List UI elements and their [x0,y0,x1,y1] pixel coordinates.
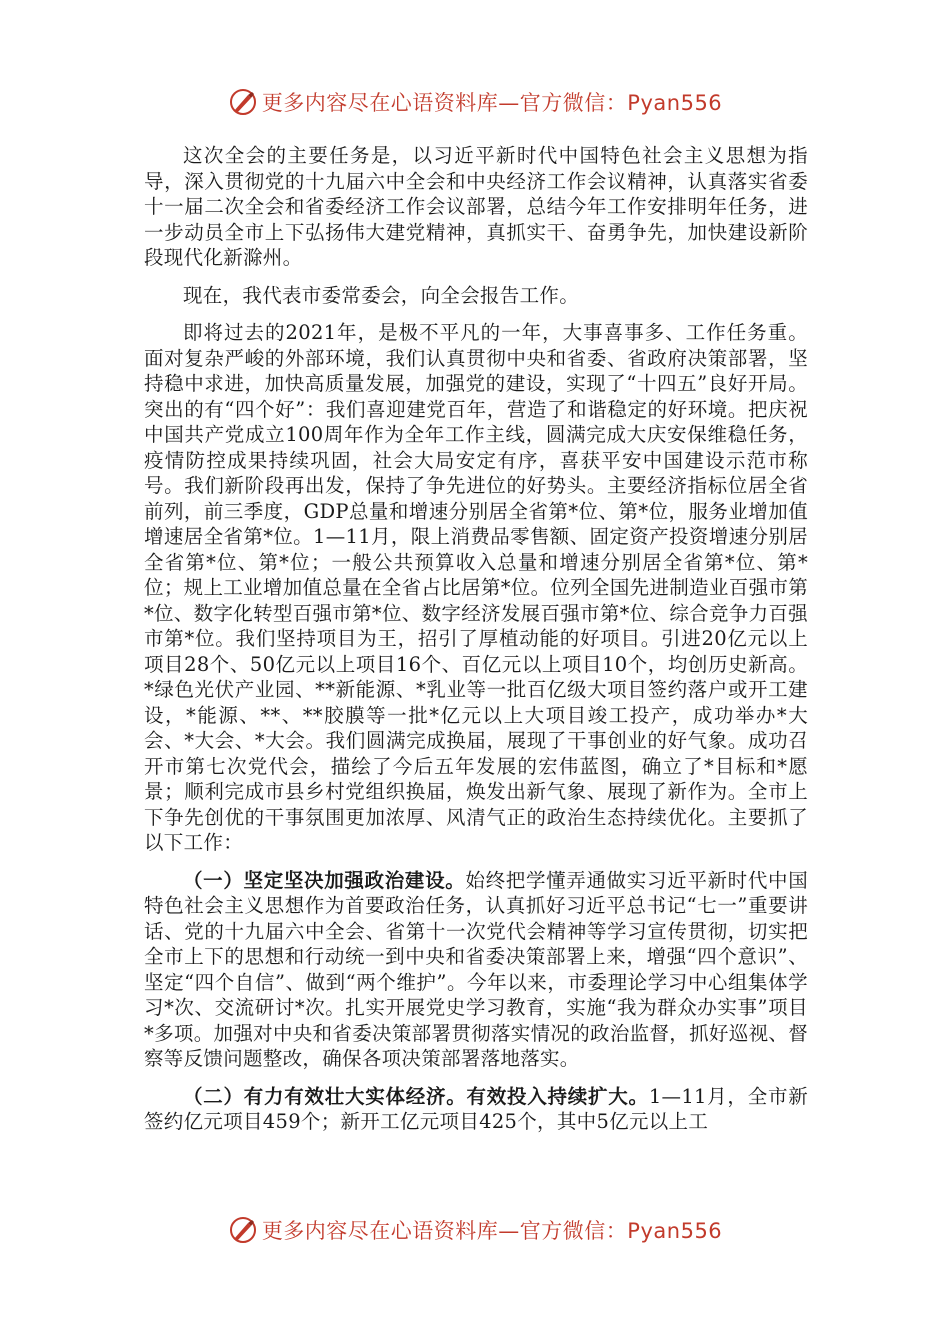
footer-banner [0,1210,950,1250]
paragraph-lead: （一）坚定坚决加强政治建设。 [183,868,466,892]
banner-text: 更多内容尽在心语资料库—官方微信：Pyan556 [261,1219,723,1243]
paragraph-text: 1—11月，全市新签约亿元项目459个；新开工亿元项目425个，其中5亿元以上工 [144,1084,808,1133]
paragraph [144,1084,808,1135]
banner-text: 更多内容尽在心语资料库—官方微信：Pyan556 [261,91,723,115]
paragraph-text: 这次全会的主要任务是，以习近平新时代中国特色社会主义思想为指导，深入贯彻党的十九届六中全会和中央经济工作会议精神，认真落实省委十一届二次全会和省委经济工作会议部署，总结今年工作安排明年任务，进一步动员全市上下弘扬伟大建党精神，真抓实干、奋勇争先，加快建设新阶段现代化新滁州。 [144,144,808,269]
logo-icon [228,87,258,117]
paragraph [144,283,808,309]
paragraph-text: 即将过去的2021年，是极不平凡的一年，大事喜事多、工作任务重。面对复杂严峻的外部环境，我们认真贯彻中央和省委、省政府决策部署，坚持稳中求进，加快高质量发展，加强党的建设，实现了“十四五”良好开局。突出的有“四个好”：我们喜迎建党百年，营造了和谐稳定的好环境。把庆祝中国共产党成立100周年作为全年工作主线，圆满完成大庆安保维稳任务，疫情防控成果持续巩固，社会大局安定有序，喜获平安中国建设示范市称号。我们新阶段再出发，保持了争先进位的好势头。主要经济指标位居全省前列，前三季度，GDP总量和增速分别居全省第*位、第*位，服务业增加值增速居全省第*位。1—11月，限上消费品零售额、固定资产投资增速分别居全省第*位、第*位；一般公共预算收入总量和增速分别居全省第*位、第*位；规上工业增加值总量在全省占比居第*位。位列全国先进制造业百强市第*位、数字化转型百强市第*位、数字经济发展百强市第*位、综合竞争力百强市第*位。我们坚持项目为王，招引了厚植动能的好项目。引进20亿元以上项目28个、50亿元以上项目16个、百亿元以上项目10个，均创历史新高。*绿色光伏产业园、**新能源、*乳业等一批百亿级大项目签约落户或开工建设，*能源、**、**胶膜等一批*亿元以上大项目竣工投产，成功举办*大会、*大会、*大会。我们圆满完成换届，展现了干事创业的好气象。成功召开市第七次党代会，描绘了今后五年发展的宏伟蓝图，确立了*目标和*愿景；顺利完成市县乡村党组织换届，焕发出新气象、展现了新作为。全市上下争先创优的干事氛围更加浓厚、风清气正的政治生态持续优化。主要抓了以下工作： [144,321,808,854]
paragraph [144,320,808,856]
paragraph [144,868,808,1072]
paragraph-lead: （二）有力有效壮大实体经济。有效投入持续扩大。 [183,1084,649,1108]
paragraph-text: 现在，我代表市委常委会，向全会报告工作。 [183,283,580,307]
document-body [144,143,808,1147]
header-banner [0,82,950,122]
paragraph-text: 始终把学懂弄通做实习近平新时代中国特色社会主义思想作为首要政治任务，认真抓好习近平总书记“七一”重要讲话、党的十九届六中全会、省第十一次党代会精神等学习宣传贯彻，切实把全市上下的思想和行动统一到中央和省委决策部署上来，增强“四个意识”、坚定“四个自信”、做到“两个维护”。今年以来，市委理论学习中心组集体学习*次、交流研讨*次。扎实开展党史学习教育，实施“我为群众办实事”项目*多项。加强对中央和省委决策部署贯彻落实情况的政治监督，抓好巡视、督察等反馈问题整改，确保各项决策部署落地落实。 [144,868,808,1070]
paragraph [144,143,808,271]
logo-icon [228,1215,258,1245]
